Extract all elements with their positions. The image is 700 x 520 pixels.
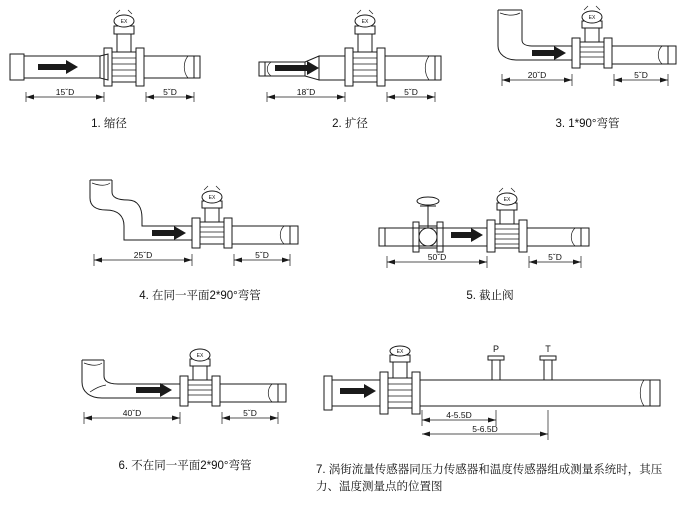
figure-6 xyxy=(60,348,310,458)
svg-text:EX: EX xyxy=(196,353,204,359)
figure-3-dim-2: 5ˇD xyxy=(634,70,648,80)
figure-5 xyxy=(375,178,605,288)
figure-1-dim-2: 5ˇD xyxy=(163,87,177,97)
figure-2-dim-2: 5ˇD xyxy=(404,87,418,97)
figure-7-dim-2: 5-6.5D xyxy=(472,424,498,434)
figure-4-dim-1: 25ˇD xyxy=(133,250,153,260)
figure-7-port-t: T xyxy=(545,344,551,354)
figure-7-caption: 7. 涡街流量传感器同压力传感器和温度传感器组成测量系统时，其压力、温度测量点的位置图 xyxy=(316,464,663,493)
figure-1 xyxy=(4,4,214,114)
figure-7 xyxy=(320,344,670,458)
figure-3-drawing xyxy=(480,4,695,114)
figure-3-caption: 3. 1*90°弯管 xyxy=(555,118,620,130)
figure-3 xyxy=(480,4,695,114)
svg-text:EX: EX xyxy=(208,195,216,201)
figure-5-dim-2: 5ˇD xyxy=(548,252,562,262)
figure-4 xyxy=(80,168,320,283)
figure-6-dim-2: 5ˇD xyxy=(243,408,257,418)
figure-1-dim-1: 15ˇD xyxy=(55,87,75,97)
figure-7-dim-1: 4-5.5D xyxy=(446,410,472,420)
figure-2-dim-1: 18ˇD xyxy=(296,87,316,97)
figure-2-caption: 2. 扩径 xyxy=(332,118,368,130)
figure-1-caption: 1. 缩径 xyxy=(91,118,127,130)
figure-3-dim-1: 20ˇD xyxy=(527,70,547,80)
figure-5-dim-1: 50ˇD xyxy=(427,252,447,262)
figure-2-drawing xyxy=(245,4,455,114)
svg-text:EX: EX xyxy=(361,19,369,25)
figure-7-port-p: P xyxy=(492,344,500,354)
figure-4-drawing xyxy=(80,168,320,283)
svg-text:EX: EX xyxy=(503,197,511,203)
figure-5-caption: 5. 截止阀 xyxy=(466,290,514,302)
figure-7-drawing xyxy=(320,344,670,458)
figure-6-drawing xyxy=(60,348,310,458)
figure-6-dim-1: 40ˇD xyxy=(122,408,142,418)
svg-text:EX: EX xyxy=(588,15,596,21)
figure-5-drawing xyxy=(375,178,605,288)
figure-1-drawing xyxy=(4,4,214,114)
figure-4-dim-2: 5ˇD xyxy=(255,250,269,260)
svg-text:EX: EX xyxy=(396,349,404,355)
figure-4-caption: 4. 在同一平面2*90°弯管 xyxy=(139,290,261,302)
svg-text:EX: EX xyxy=(120,19,128,25)
figure-2 xyxy=(245,4,455,114)
figure-6-caption: 6. 不在同一平面2*90°弯管 xyxy=(118,460,252,472)
